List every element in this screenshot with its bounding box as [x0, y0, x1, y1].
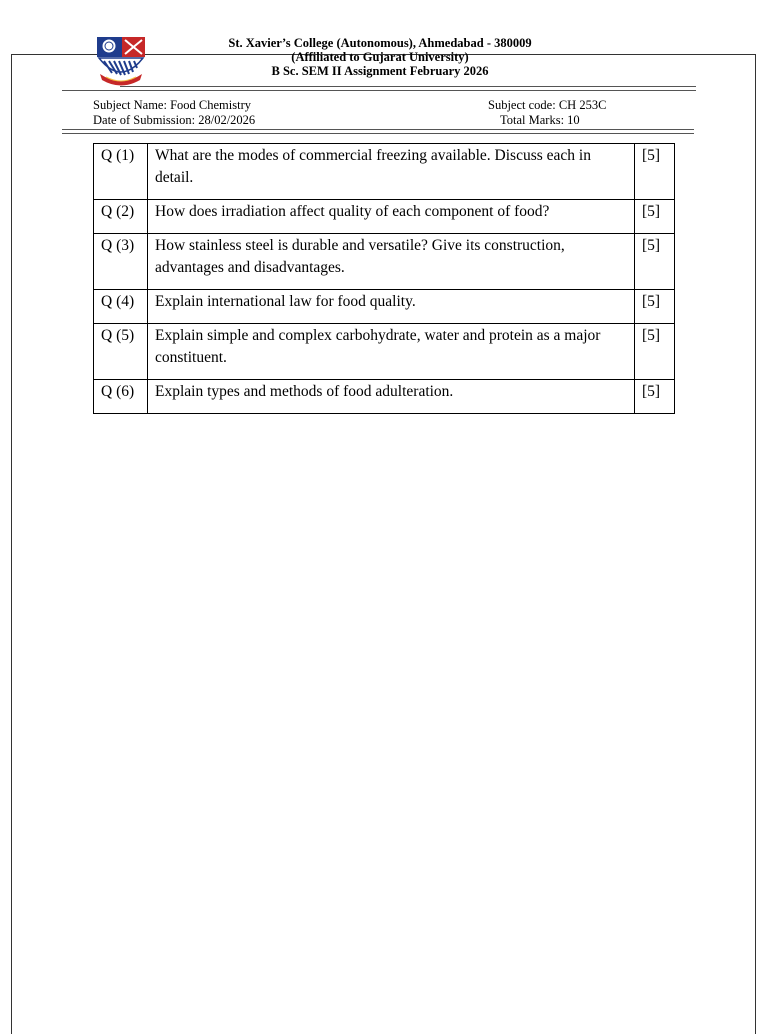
question-text: Explain international law for food quality. [148, 290, 635, 324]
header-rule-top [120, 86, 696, 87]
college-name: St. Xavier’s College (Autonomous), Ahmedabad - 380009 [228, 36, 532, 50]
question-number: Q (3) [94, 234, 148, 290]
question-marks: [5] [635, 324, 675, 380]
subject-name-line [93, 98, 251, 112]
table-row [94, 380, 675, 414]
question-marks: [5] [635, 200, 675, 234]
question-marks: [5] [635, 380, 675, 414]
question-marks: [5] [635, 290, 675, 324]
submission-date: 28/02/2026 [198, 113, 256, 127]
subject-code: CH 253C [558, 98, 607, 112]
college-crest-icon [94, 36, 148, 86]
meta-rule-top [62, 129, 694, 130]
assignment-title: B Sc. SEM II Assignment February 2026 [271, 64, 489, 78]
subject-code-label: Subject code: [488, 98, 556, 112]
total-marks: 10 [567, 113, 580, 127]
subject-code-line [488, 98, 606, 112]
question-number: Q (1) [94, 144, 148, 200]
question-text: What are the modes of commercial freezing available. Discuss each in detail. [148, 144, 635, 200]
question-marks: [5] [635, 234, 675, 290]
total-marks-line [500, 113, 580, 127]
submission-label: Date of Submission: [93, 113, 196, 127]
question-text: How stainless steel is durable and versatile? Give its construction, advantages and disadvantages. [148, 234, 635, 290]
questions-table [93, 143, 675, 414]
question-number: Q (6) [94, 380, 148, 414]
question-number: Q (2) [94, 200, 148, 234]
header-rule-bottom [62, 90, 696, 91]
total-marks-label: Total Marks: [500, 113, 565, 127]
subject-name-label: Subject Name: [93, 98, 167, 112]
college-header [150, 36, 610, 78]
subject-name: Food Chemistry [170, 98, 251, 112]
table-row [94, 234, 675, 290]
submission-line [93, 113, 255, 127]
question-number: Q (5) [94, 324, 148, 380]
question-number: Q (4) [94, 290, 148, 324]
question-text: How does irradiation affect quality of each component of food? [148, 200, 635, 234]
table-row [94, 200, 675, 234]
question-marks: [5] [635, 144, 675, 200]
table-row [94, 290, 675, 324]
meta-rule-bottom [62, 133, 694, 134]
question-text: Explain types and methods of food adulteration. [148, 380, 635, 414]
table-row [94, 324, 675, 380]
table-row [94, 144, 675, 200]
question-text: Explain simple and complex carbohydrate, water and protein as a major constituent. [148, 324, 635, 380]
affiliation: (Affiliated to Gujarat University) [291, 50, 469, 64]
